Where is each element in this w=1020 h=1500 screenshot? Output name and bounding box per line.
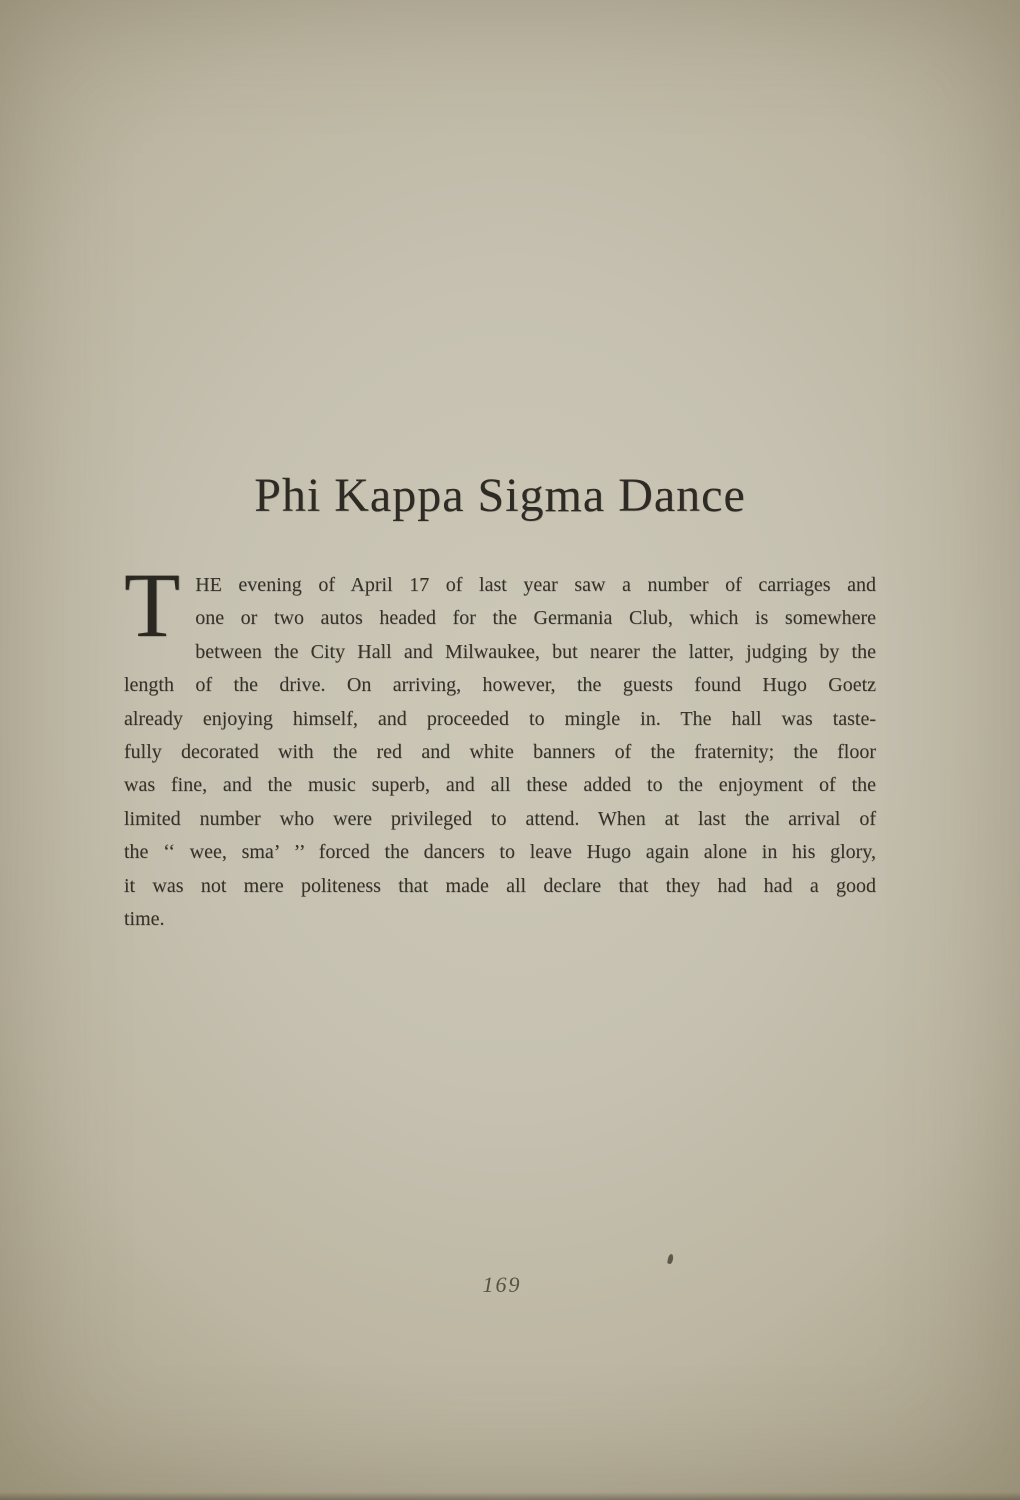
paragraph-line: length of the drive. On arriving, however, the guests found Hugo Goetz [124, 674, 876, 697]
paragraph-line: HE evening of April 17 of last year saw a number of carriages and [195, 574, 876, 596]
paragraph-line: one or two autos headed for the Germania Club, which is somewhere [195, 607, 876, 630]
scan-bottom-edge [0, 1492, 1020, 1500]
paragraph-line: limited number who were privileged to attend. When at last the arrival of [124, 807, 876, 830]
page-number: 169 [482, 1272, 522, 1297]
paragraph [124, 554, 876, 936]
ink-speck [667, 1254, 674, 1265]
page-title: Phi Kappa Sigma Dance [254, 469, 746, 522]
paragraph-line: was fine, and the music superb, and all these added to the enjoyment of the [124, 774, 876, 797]
paragraph-line: time. [124, 908, 165, 931]
paragraph-line: between the City Hall and Milwaukee, but nearer the latter, judging by the [195, 640, 876, 663]
paragraph-line: the ‘‘ wee, sma’ ’’ forced the dancers to leave Hugo again alone in his glory, [124, 841, 876, 864]
paragraph-line: it was not mere politeness that made all declare that they had had a good [124, 874, 876, 897]
paragraph-line: already enjoying himself, and proceeded to mingle in. The hall was taste- [124, 707, 876, 730]
drop-cap: T [124, 554, 181, 656]
paragraph-line: fully decorated with the red and white banners of the fraternity; the floor [124, 741, 876, 764]
